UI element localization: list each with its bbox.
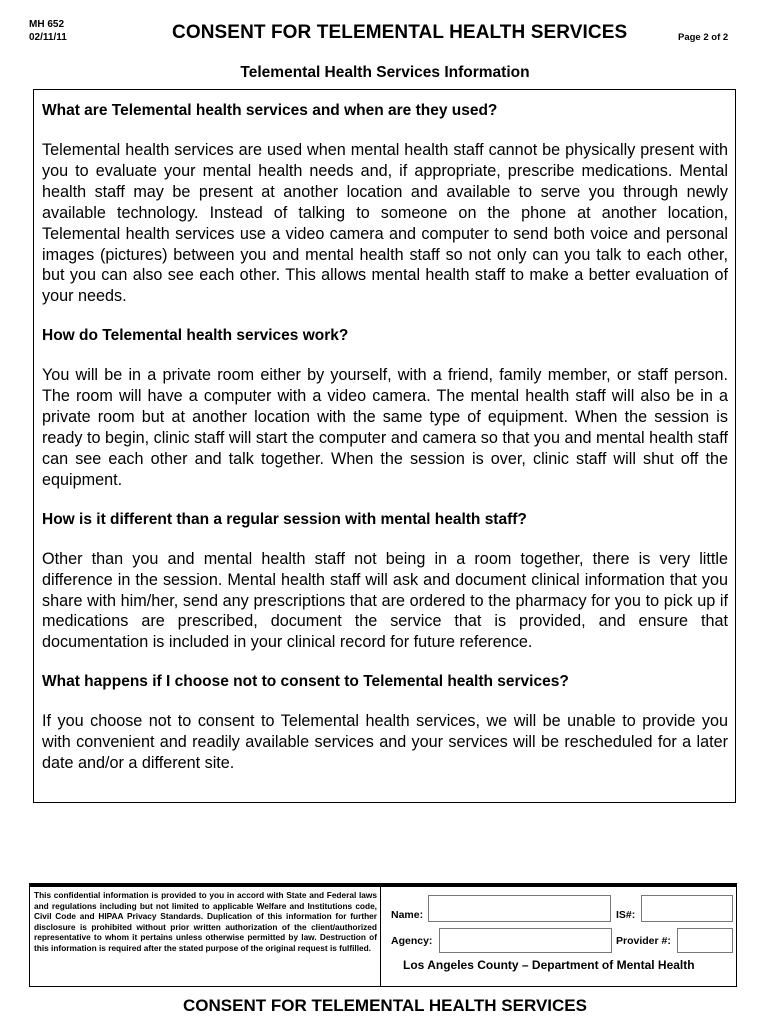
form-title: CONSENT FOR TELEMENTAL HEALTH SERVICES — [172, 22, 628, 43]
page-number: Page 2 of 2 — [678, 32, 729, 43]
question-3: How is it different than a regular session with mental health staff? — [42, 510, 527, 528]
confidentiality-notice: This confidential information is provided to you in accord with State and Federal laws and regulations including but not limited to applicable Welfare and Institutions code, Civil Code and HIPAA Privacy Standards. Duplication of this information for further disclosure is prohibited without prior written authorization of the client/authorized representative to whom it pertains unless otherwise permitted by law. Destruction of this information is required after the stated purpose of the original request is fulfilled. — [30, 887, 381, 986]
question-4: What happens if I choose not to consent to Telemental health services? — [42, 673, 569, 691]
name-label: Name: — [391, 909, 424, 921]
section-title: Telemental Health Services Information — [240, 64, 530, 81]
form-date: 02/11/11 — [29, 32, 67, 43]
is-number-label: IS#: — [616, 909, 636, 921]
answer-3: Other than you and mental health staff not being in a room together, there is very little difference in the session. Mental health staff will ask and document clinical information that you share with him/her, send any prescriptions that are ordered to the pharmacy for you to pick up if medications are prescribed, document the service that is provided, and ensure that documentation is included in your clinical record for future reference. — [42, 549, 728, 652]
form-number: MH 652 — [29, 19, 65, 30]
question-2: How do Telemental health services work? — [42, 327, 349, 345]
question-1: What are Telemental health services and when are they used? — [42, 102, 498, 119]
agency-field[interactable] — [439, 928, 612, 953]
form-code — [29, 18, 67, 44]
information-box — [33, 89, 736, 803]
provider-number-field[interactable] — [677, 928, 733, 953]
provider-number-label: Provider #: — [616, 935, 671, 947]
answer-2: You will be in a private room either by yourself, with a friend, family member, or staff person. The room will have a computer with a video camera. The mental health staff will also be in a private room but at another location with the same type of equipment. When the session is ready to begin, clinic staff will start the computer and camera so that you and mental health staff can see each other and talk together. When the session is over, clinic staff will shut off the equipment. — [42, 366, 728, 489]
answer-4: If you choose not to consent to Telemental health services, we will be unable to provide you with convenient and readily available services and your services will be rescheduled for a later date and/or a different site. — [42, 712, 728, 773]
bottom-title: CONSENT FOR TELEMENTAL HEALTH SERVICES — [183, 996, 587, 1015]
name-field[interactable] — [428, 895, 611, 922]
is-number-field[interactable] — [641, 895, 733, 922]
department-name: Los Angeles County – Department of Mental Health — [403, 958, 695, 972]
answer-1: Telemental health services are used when mental health staff cannot be physically present with you to evaluate your mental health needs and, if appropriate, prescribe medications. Mental health staff may be present at another location and available to serve you through newly available technology. Instead of talking to someone on the phone at another location, Telemental health services use a video camera and computer to send both voice and personal images (pictures) between you and mental health staff so not only can you talk to each other, but you can also see each other. This allows mental health staff to make a better evaluation of your needs. — [42, 141, 728, 306]
footer-table — [29, 886, 737, 987]
client-info-panel — [381, 887, 736, 986]
agency-label: Agency: — [391, 935, 433, 947]
